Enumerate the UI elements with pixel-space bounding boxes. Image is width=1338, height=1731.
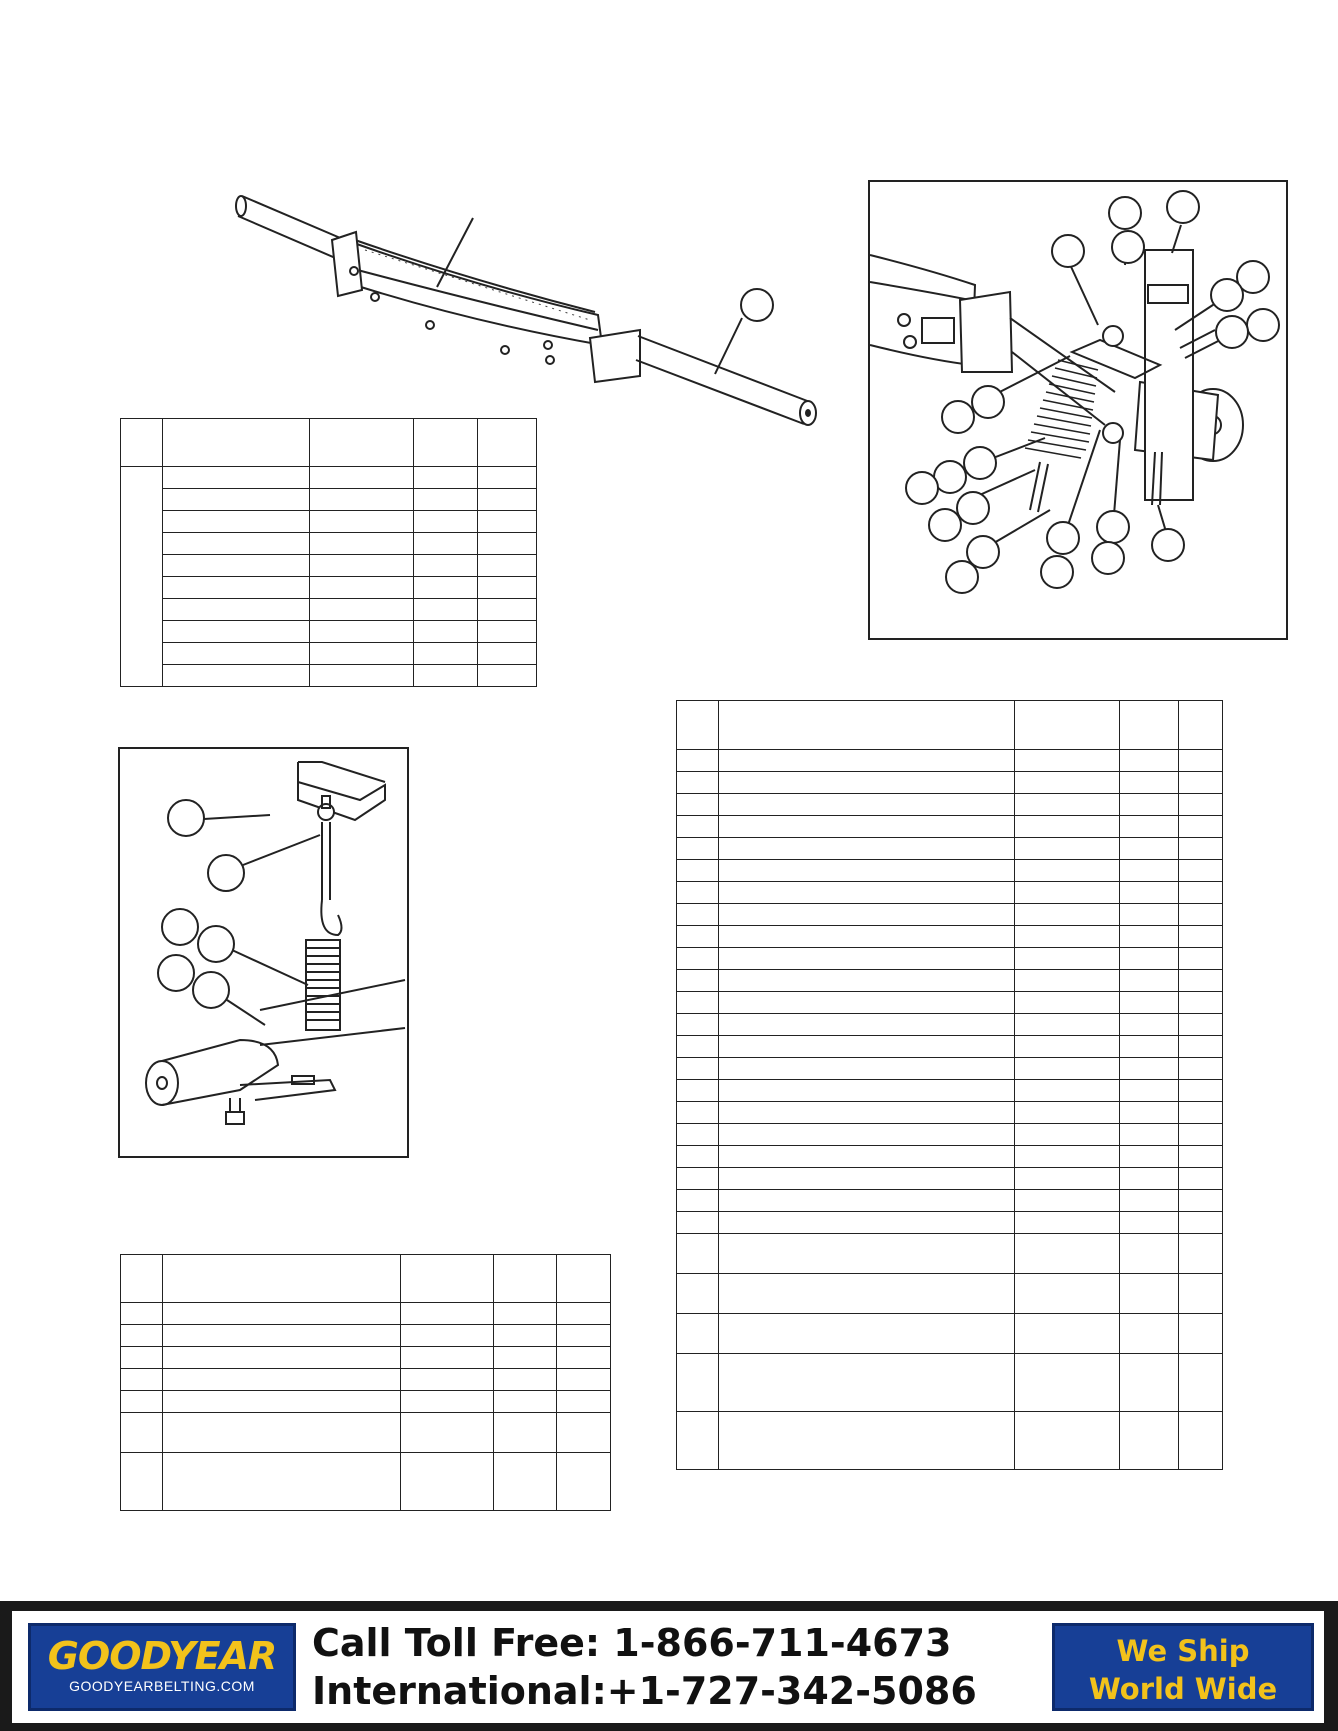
goodyear-logo[interactable] — [28, 1623, 296, 1711]
ship-line-2: World Wide — [1088, 1672, 1278, 1706]
logo-brand: GOODYEAR — [47, 1634, 277, 1678]
toll-free-number[interactable]: Call Toll Free: 1-866-711-4673 — [312, 1621, 952, 1665]
ship-line-1: We Ship — [1116, 1634, 1250, 1668]
international-number[interactable]: International:+1-727-342-5086 — [312, 1669, 977, 1713]
phone-numbers — [312, 1619, 1012, 1715]
logo-site: GOODYEARBELTING.COM — [69, 1678, 255, 1694]
we-ship-badge — [1052, 1623, 1314, 1711]
parts-table-3 — [120, 1254, 611, 1511]
footer-banner — [0, 1601, 1338, 1731]
